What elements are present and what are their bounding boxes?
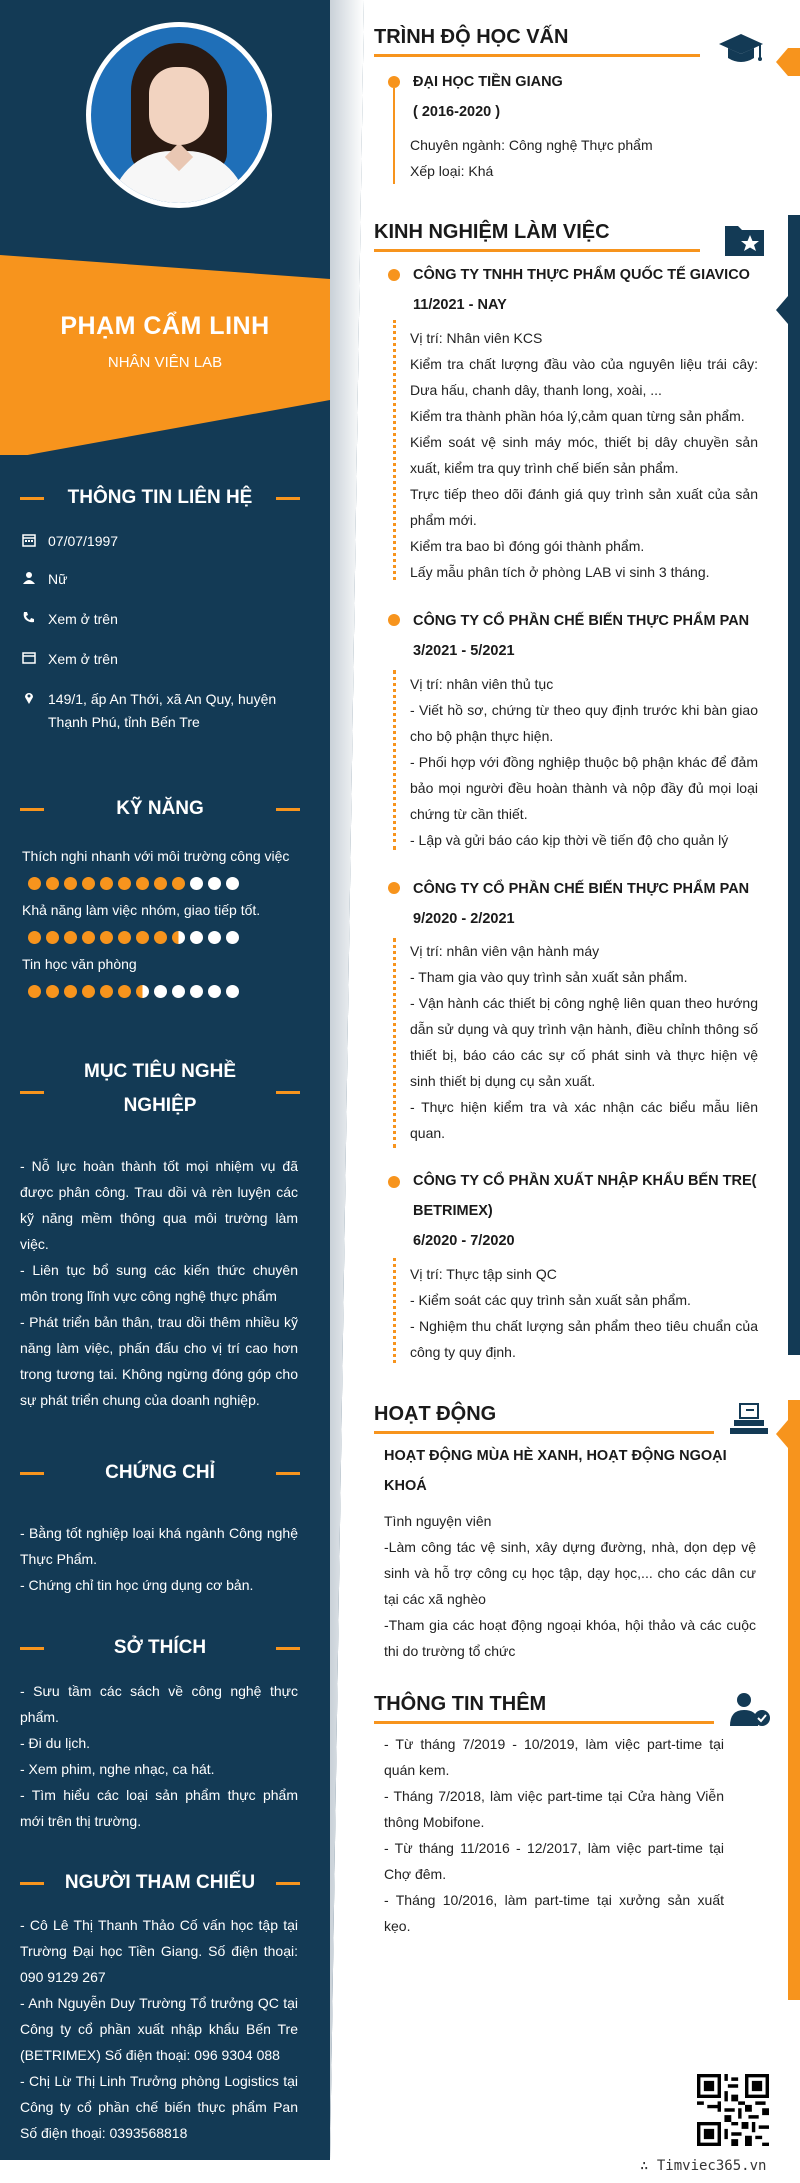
- edge-notch: [776, 48, 788, 76]
- education-major: Chuyên ngành: Công nghệ Thực phẩm: [410, 137, 653, 153]
- skill-label: Khả năng làm việc nhóm, giao tiếp tốt.: [22, 902, 261, 918]
- skill-dot: [28, 931, 41, 944]
- skill-dot: [208, 985, 221, 998]
- activity-text: Tình nguyện viên -Làm công tác vệ sinh, xây dựng đường, nhà, dọn dẹp vệ sinh và hỗ trợ công cụ học tập, dạy học,... cho các dân cư tại các xã nghèo -Tham gia các hoạt động ngoại khóa, hội thảo và các cuộc thi do trường tổ chức: [384, 1513, 756, 1659]
- skill-dot: [28, 985, 41, 998]
- job-period: 11/2021 - NAY: [413, 297, 507, 313]
- education-rank: Xếp loại: Khá: [410, 163, 494, 179]
- calendar-icon: [22, 533, 36, 547]
- edge-notch: [776, 1420, 788, 1448]
- skill-dot: [226, 931, 239, 944]
- job-company: CÔNG TY CỔ PHẦN CHẾ BIẾN THỰC PHẨM PAN: [413, 881, 750, 897]
- phone-icon: [22, 611, 36, 625]
- timeline-dot: [388, 882, 400, 894]
- location-pin-icon: [22, 691, 36, 705]
- edge-tab: [788, 48, 800, 76]
- skill-dot: [136, 931, 149, 944]
- school-name: ĐẠI HỌC TIỀN GIANG: [413, 74, 563, 90]
- timeline-dot: [388, 614, 400, 626]
- skill-dot: [46, 931, 59, 944]
- skills-heading: KỸ NĂNG: [20, 791, 300, 826]
- skill-dot: [172, 985, 185, 998]
- job-details: Vị trí: nhân viên thủ tục - Viết hồ sơ, chứng từ theo quy định trước khi bàn giao cho bộ phận thực hiện. - Phối hợp với đồng nghiệp thuộc bộ phận khác để đảm bảo mọi người đều hoàn thành và nộp đầy đủ mọi loại chứng từ cần thiết. - Lập và gửi báo cáo kịp thời về tiến độ cho quản lý: [410, 676, 758, 848]
- skill-dot: [28, 877, 41, 890]
- additional-underline: [374, 1721, 714, 1724]
- skill-dot: [46, 985, 59, 998]
- education-underline: [374, 54, 700, 57]
- references-text: - Cô Lê Thị Thanh Thảo Cố vấn học tập tại Trường Đại học Tiền Giang. Số điện thoại: 090 9129 267 - Anh Nguyễn Duy Trường Tổ trưởng QC tại Công ty cổ phần xuất nhập khẩu Bến Tre (BETRIMEX) Số điện thoại: 096 9304 088 - Chị Lừ Thị Linh Trưởng phòng Logistics tại Công ty cổ phần chế biến thực phẩm Pan Số điện thoại: 0393568818: [20, 1917, 298, 2141]
- job-company: CÔNG TY TNHH THỰC PHẨM QUỐC TẾ GIAVICO: [413, 267, 750, 283]
- skill-dot: [136, 985, 149, 998]
- skill-dot: [82, 985, 95, 998]
- certificates-heading: CHỨNG CHỈ: [20, 1455, 300, 1490]
- avatar: [86, 22, 272, 208]
- activities-underline: [374, 1431, 714, 1434]
- skill-dot: [82, 877, 95, 890]
- additional-text: - Từ tháng 7/2019 - 10/2019, làm việc part-time tại quán kem. - Tháng 7/2018, làm việc part-time tại Cửa hàng Viễn thông Mobifone. - Từ tháng 11/2016 - 12/2017, làm việc part-time tại Chợ đêm. - Tháng 10/2016, làm part-time tại xưởng sản xuất kẹo.: [384, 1736, 724, 1934]
- activity-title: HOẠT ĐỘNG MÙA HÈ XANH, HOẠT ĐỘNG NGOẠI KHOÁ: [384, 1448, 727, 1494]
- job-period: 6/2020 - 7/2020: [413, 1233, 515, 1249]
- skill-dot: [118, 931, 131, 944]
- skill-dot: [190, 931, 203, 944]
- timeline-line: [393, 1258, 396, 1363]
- contact-heading: THÔNG TIN LIÊN HỆ: [20, 480, 300, 515]
- skill-dot: [118, 877, 131, 890]
- skill-label: Thích nghi nhanh với môi trường công việc: [22, 848, 290, 864]
- job-company: CÔNG TY CỔ PHẦN XUẤT NHẬP KHẨU BẾN TRE( BETRIMEX): [413, 1173, 757, 1219]
- profile-title: NHÂN VIÊN LAB: [107, 354, 223, 371]
- edge-bar: [788, 1400, 800, 2000]
- timeline-line: [393, 938, 396, 1148]
- hobbies-heading: SỞ THÍCH: [20, 1630, 300, 1665]
- job-period: 9/2020 - 2/2021: [413, 911, 515, 927]
- user-check-icon: [726, 1690, 772, 1730]
- skill-dot: [136, 877, 149, 890]
- skill-dot: [190, 877, 203, 890]
- timeline-dot: [388, 1176, 400, 1188]
- timeline-dot: [388, 76, 400, 88]
- job-period: 3/2021 - 5/2021: [413, 643, 515, 659]
- profile-name: PHẠM CẨM LINH: [60, 312, 270, 340]
- references-heading: NGƯỜI THAM CHIẾU: [20, 1865, 300, 1900]
- edge-bar: [788, 215, 800, 1355]
- skill-dot: [100, 985, 113, 998]
- timeline-line: [393, 88, 395, 184]
- skill-dot: [172, 931, 185, 944]
- skill-dot: [154, 985, 167, 998]
- skill-dot: [154, 931, 167, 944]
- qr-code-icon: [697, 2074, 769, 2146]
- skill-dot: [64, 877, 77, 890]
- skill-dot: [226, 877, 239, 890]
- skill-dot: [226, 985, 239, 998]
- skill-dot: [172, 877, 185, 890]
- skill-dot: [100, 877, 113, 890]
- skill-dot: [154, 877, 167, 890]
- timeline-line: [393, 320, 396, 580]
- skill-dot: [100, 931, 113, 944]
- skill-dot: [82, 931, 95, 944]
- skill-dot: [64, 931, 77, 944]
- education-period: ( 2016-2020 ): [413, 104, 501, 120]
- experience-heading: KINH NGHIỆM LÀM VIỆC: [374, 221, 610, 243]
- profile-photo: [91, 27, 267, 203]
- objective-text: - Nỗ lực hoàn thành tốt mọi nhiệm vụ đã được phân công. Trau dồi và rèn luyện các kỹ năng mềm thông qua môi trường làm việc. - Liên tục bổ sung các kiến thức chuyên môn trong lĩnh vực công nghệ thực phẩm - Phát triển bản thân, trau dồi thêm nhiều kỹ năng làm việc, phấn đấu cho vị trí cao hơn trong tương tai. Không ngừng đóng góp cho sự phát triển chung của doanh nghiệp.: [20, 1158, 298, 1408]
- activities-heading: HOẠT ĐỘNG: [374, 1403, 497, 1425]
- user-icon: [22, 571, 36, 585]
- podium-icon: [726, 1398, 772, 1438]
- hobbies-text: - Sưu tầm các sách về công nghệ thực phẩm. - Đi du lịch. - Xem phim, nghe nhạc, ca hát. - Tìm hiểu các loại sản phẩm thực phẩm mới trên thị trường.: [20, 1683, 298, 1829]
- skill-dot: [64, 985, 77, 998]
- job-company: CÔNG TY CỔ PHẦN CHẾ BIẾN THỰC PHẨM PAN: [413, 613, 750, 629]
- skill-dot: [46, 877, 59, 890]
- skill-dot: [190, 985, 203, 998]
- graduation-cap-icon: [718, 28, 764, 68]
- education-heading: TRÌNH ĐỘ HỌC VẤN: [374, 26, 569, 48]
- job-details: Vị trí: nhân viên vận hành máy - Tham gia vào quy trình sản xuất sản phẩm. - Vận hành các thiết bị công nghệ liên quan theo hướng dẫn sử dụng và quy trình vận hành, điều chỉnh thông số thiết bị, báo cáo các sự cố phát sinh và thực hiện vệ sinh thiết bị dụng cụ sản xuất. - Thực hiện kiểm tra và xác nhận các biểu mẫu liên quan.: [410, 943, 758, 1141]
- skill-dot: [208, 931, 221, 944]
- experience-underline: [374, 249, 700, 252]
- skill-label: Tin học văn phòng: [22, 956, 137, 972]
- timeline-line: [393, 670, 396, 850]
- folder-star-icon: [722, 220, 768, 260]
- additional-heading: THÔNG TIN THÊM: [374, 1693, 547, 1715]
- timeline-dot: [388, 269, 400, 281]
- edge-notch: [776, 296, 788, 324]
- skill-dot: [208, 877, 221, 890]
- job-details: Vị trí: Thực tập sinh QC - Kiểm soát các quy trình sản xuất sản phẩm. - Nghiệm thu chất lượng sản phẩm theo tiêu chuẩn của công ty quy định.: [410, 1266, 758, 1360]
- objective-heading: MỤC TIÊU NGHỀ NGHIỆP: [20, 1055, 300, 1123]
- footer-brand: ∴ Timviec365.vn: [640, 2158, 767, 2174]
- email-icon: [22, 651, 36, 665]
- certificates-text: - Bằng tốt nghiệp loại khá ngành Công nghệ Thực Phẩm. - Chứng chỉ tin học ứng dụng cơ bản.: [20, 1525, 298, 1593]
- skill-dot: [118, 985, 131, 998]
- job-details: Vị trí: Nhân viên KCS Kiểm tra chất lượng đầu vào của nguyên liệu trái cây: Dưa hấu, chanh dây, thanh long, xoài, ... Kiểm tra thành phần hóa lý,cảm quan từng sản phẩm. Kiểm soát vệ sinh máy móc, thiết bị dây chuyền sản xuất, kiểm tra quy trình chế biến sản phẩm. Trực tiếp theo dõi đánh giá quy trình sản xuất của sản phẩm mới. Kiểm tra bao bì đóng gói thành phẩm. Lấy mẫu phân tích ở phòng LAB vi sinh 3 tháng.: [410, 330, 758, 580]
